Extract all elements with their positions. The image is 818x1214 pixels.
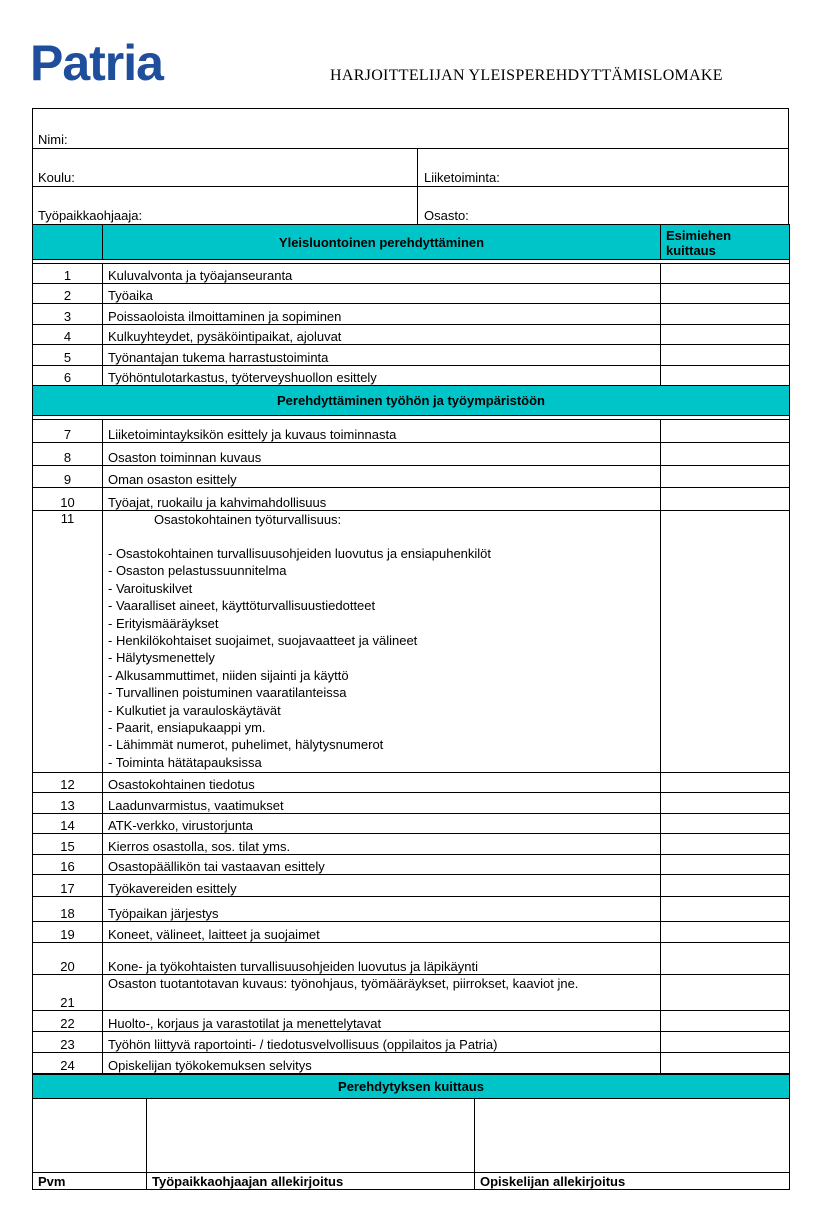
approval-cell[interactable] xyxy=(661,897,790,922)
row-number: 15 xyxy=(33,834,103,855)
row-number: 5 xyxy=(33,345,103,366)
table-row xyxy=(33,975,790,1011)
row-text: Työpaikan järjestys xyxy=(103,897,661,922)
row-number: 13 xyxy=(33,793,103,814)
document-title: HARJOITTELIJAN YLEISPEREHDYTTÄMISLOMAKE xyxy=(330,67,723,84)
row-text xyxy=(103,511,661,773)
row-number: 12 xyxy=(33,773,103,793)
safety-list-item: - Osastokohtainen turvallisuusohjeiden luovutus ja ensiapuhenkilöt xyxy=(108,546,492,561)
safety-list-item: - Varoituskilvet xyxy=(108,580,193,596)
approval-cell[interactable] xyxy=(661,814,790,834)
row-number: 10 xyxy=(33,488,103,511)
row-text: Osastokohtainen tiedotus xyxy=(103,773,661,793)
row-text: Kuluvalvonta ja työajanseuranta xyxy=(103,264,661,284)
table-row xyxy=(33,345,790,366)
date-field[interactable] xyxy=(33,1099,147,1173)
safety-list-item: - Osaston pelastussuunnitelma xyxy=(108,563,287,579)
business-label: Liiketoiminta: xyxy=(424,170,500,185)
checklist-table xyxy=(32,224,790,1074)
approval-cell[interactable] xyxy=(661,1053,790,1074)
row-number: 14 xyxy=(33,814,103,834)
number-header xyxy=(33,225,103,260)
approval-cell[interactable] xyxy=(661,855,790,875)
row-text: Työaika xyxy=(103,284,661,304)
approval-cell xyxy=(661,511,790,773)
row-number: 16 xyxy=(33,855,103,875)
safety-list-item: - Hälytysmenettely xyxy=(108,650,215,666)
approval-cell[interactable] xyxy=(661,345,790,366)
row-number: 7 xyxy=(33,420,103,443)
row-text: Työnantajan tukema harrastustoiminta xyxy=(103,345,661,366)
row-text: Työhön liittyvä raportointi- / tiedotusvelvollisuus (oppilaitos ja Patria) xyxy=(103,1032,661,1053)
form-frame xyxy=(32,108,789,1190)
row-number: 20 xyxy=(33,943,103,975)
safety-list-item: - Toiminta hätätapauksissa xyxy=(108,754,262,770)
supervisor-signature-field[interactable] xyxy=(147,1099,475,1173)
approval-cell[interactable] xyxy=(661,325,790,345)
approval-cell[interactable] xyxy=(661,420,790,443)
table-row xyxy=(33,488,790,511)
row-text: Työajat, ruokailu ja kahvimahdollisuus xyxy=(103,488,661,511)
student-signature-field[interactable] xyxy=(475,1099,790,1173)
approval-cell[interactable] xyxy=(661,773,790,793)
row-text: Poissaoloista ilmoittaminen ja sopiminen xyxy=(103,304,661,325)
row-text: Oman osaston esittely xyxy=(103,466,661,488)
section2-title: Perehdyttäminen työhön ja työympäristöön xyxy=(33,386,790,416)
row-number: 18 xyxy=(33,897,103,922)
row-text: Osaston toiminnan kuvaus xyxy=(103,443,661,466)
patria-logo: Patria xyxy=(30,35,163,91)
approval-cell[interactable] xyxy=(661,488,790,511)
approval-cell[interactable] xyxy=(661,264,790,284)
row-text: Liiketoimintayksikön esittely ja kuvaus toiminnasta xyxy=(103,420,661,443)
row-text: Kierros osastolla, sos. tilat yms. xyxy=(103,834,661,855)
safety-list-item: - Kulkutiet ja varauloskäytävät xyxy=(108,702,281,718)
approval-cell[interactable] xyxy=(661,1011,790,1032)
row-number: 4 xyxy=(33,325,103,345)
table-row xyxy=(33,922,790,943)
table-row xyxy=(33,773,790,793)
approval-cell[interactable] xyxy=(661,943,790,975)
approval-cell[interactable] xyxy=(661,366,790,386)
table-row xyxy=(33,325,790,345)
table-row xyxy=(33,793,790,814)
info-divider xyxy=(417,149,418,186)
department-label: Osasto: xyxy=(424,208,469,223)
safety-list-item: - Vaaralliset aineet, käyttöturvallisuustiedotteet xyxy=(108,598,376,614)
row-text: Osastopäällikön tai vastaavan esittely xyxy=(103,855,661,875)
table-row xyxy=(33,855,790,875)
row-text: ATK-verkko, virustorjunta xyxy=(103,814,661,834)
date-label: Pvm xyxy=(33,1173,147,1190)
row-number: 2 xyxy=(33,284,103,304)
table-row xyxy=(33,814,790,834)
row-number: 17 xyxy=(33,875,103,897)
approval-cell[interactable] xyxy=(661,443,790,466)
approval-cell[interactable] xyxy=(661,304,790,325)
safety-list-item: - Lähimmät numerot, puhelimet, hälytysnumerot xyxy=(108,737,384,753)
approval-cell[interactable] xyxy=(661,284,790,304)
approval-cell[interactable] xyxy=(661,975,790,1011)
supervisor-label: Työpaikkaohjaaja: xyxy=(38,208,143,223)
row-text: Työkavereiden esittely xyxy=(103,875,661,897)
row-number: 23 xyxy=(33,1032,103,1053)
row-number: 6 xyxy=(33,366,103,386)
table-row xyxy=(33,1053,790,1074)
safety-list-item: - Alkusammuttimet, niiden sijainti ja käyttö xyxy=(108,667,349,683)
row-number: 8 xyxy=(33,443,103,466)
row-number: 3 xyxy=(33,304,103,325)
row-text: Osaston tuotantotavan kuvaus: työnohjaus, työmääräykset, piirrokset, kaaviot jne. xyxy=(103,975,661,1011)
table-row xyxy=(33,875,790,897)
row-number: 22 xyxy=(33,1011,103,1032)
safety-list-item: - Paarit, ensiapukaappi ym. xyxy=(108,720,266,736)
row-number: 11 xyxy=(33,511,103,773)
table-row xyxy=(33,1011,790,1032)
row-number: 19 xyxy=(33,922,103,943)
section3-title: Perehdytyksen kuittaus xyxy=(33,1075,790,1099)
supervisor-signature-label: Työpaikkaohjaajan allekirjoitus xyxy=(147,1173,475,1190)
table-row xyxy=(33,304,790,325)
row-text: Kulkuyhteydet, pysäköintipaikat, ajoluvat xyxy=(103,325,661,345)
table-row xyxy=(33,443,790,466)
safety-list-item: - Erityismääräykset xyxy=(108,615,219,631)
approval-cell[interactable] xyxy=(661,922,790,943)
approval-cell[interactable] xyxy=(661,834,790,855)
approval-cell[interactable] xyxy=(661,466,790,488)
row-text: Kone- ja työkohtaisten turvallisuusohjeiden luovutus ja läpikäynti xyxy=(103,943,661,975)
table-row xyxy=(33,834,790,855)
row-text: Työhöntulotarkastus, työterveyshuollon esittely xyxy=(103,366,661,386)
safety-list xyxy=(108,545,655,771)
approval-header: Esimiehen kuittaus xyxy=(661,225,790,260)
table-row xyxy=(33,366,790,386)
approval-cell[interactable] xyxy=(661,1032,790,1053)
name-label: Nimi: xyxy=(38,132,68,147)
table-row xyxy=(33,943,790,975)
section1-rows xyxy=(33,264,790,386)
table-row xyxy=(33,1032,790,1053)
row-number: 9 xyxy=(33,466,103,488)
table-row xyxy=(33,284,790,304)
row-number: 24 xyxy=(33,1053,103,1074)
name-row xyxy=(32,108,789,148)
approval-cell[interactable] xyxy=(661,875,790,897)
row-text: Huolto-, korjaus ja varastotilat ja menettelytavat xyxy=(103,1011,661,1032)
row-text: Koneet, välineet, laitteet ja suojaimet xyxy=(103,922,661,943)
row-number: 1 xyxy=(33,264,103,284)
section2-rows-after xyxy=(33,773,790,1074)
row11-title: Osastokohtainen työturvallisuus: xyxy=(154,512,342,527)
table-row xyxy=(33,897,790,922)
safety-list-item: - Turvallinen poistuminen vaaratilanteissa xyxy=(108,685,347,701)
table-row xyxy=(33,420,790,443)
student-signature-label: Opiskelijan allekirjoitus xyxy=(475,1173,790,1190)
row-text: Opiskelijan työkokemuksen selvitys xyxy=(103,1053,661,1074)
info-divider xyxy=(417,187,418,224)
row-text: Laadunvarmistus, vaatimukset xyxy=(103,793,661,814)
table-row xyxy=(33,264,790,284)
table-row xyxy=(33,511,790,773)
approval-cell[interactable] xyxy=(661,793,790,814)
signature-table xyxy=(32,1074,790,1190)
safety-list-item: - Henkilökohtaiset suojaimet, suojavaatteet ja välineet xyxy=(108,633,418,649)
row-number: 21 xyxy=(33,975,103,1011)
school-label: Koulu: xyxy=(38,170,75,185)
supervisor-row xyxy=(32,186,789,224)
section1-title: Yleisluontoinen perehdyttäminen xyxy=(103,225,661,260)
school-row xyxy=(32,148,789,186)
section2-rows xyxy=(33,420,790,511)
table-row xyxy=(33,466,790,488)
